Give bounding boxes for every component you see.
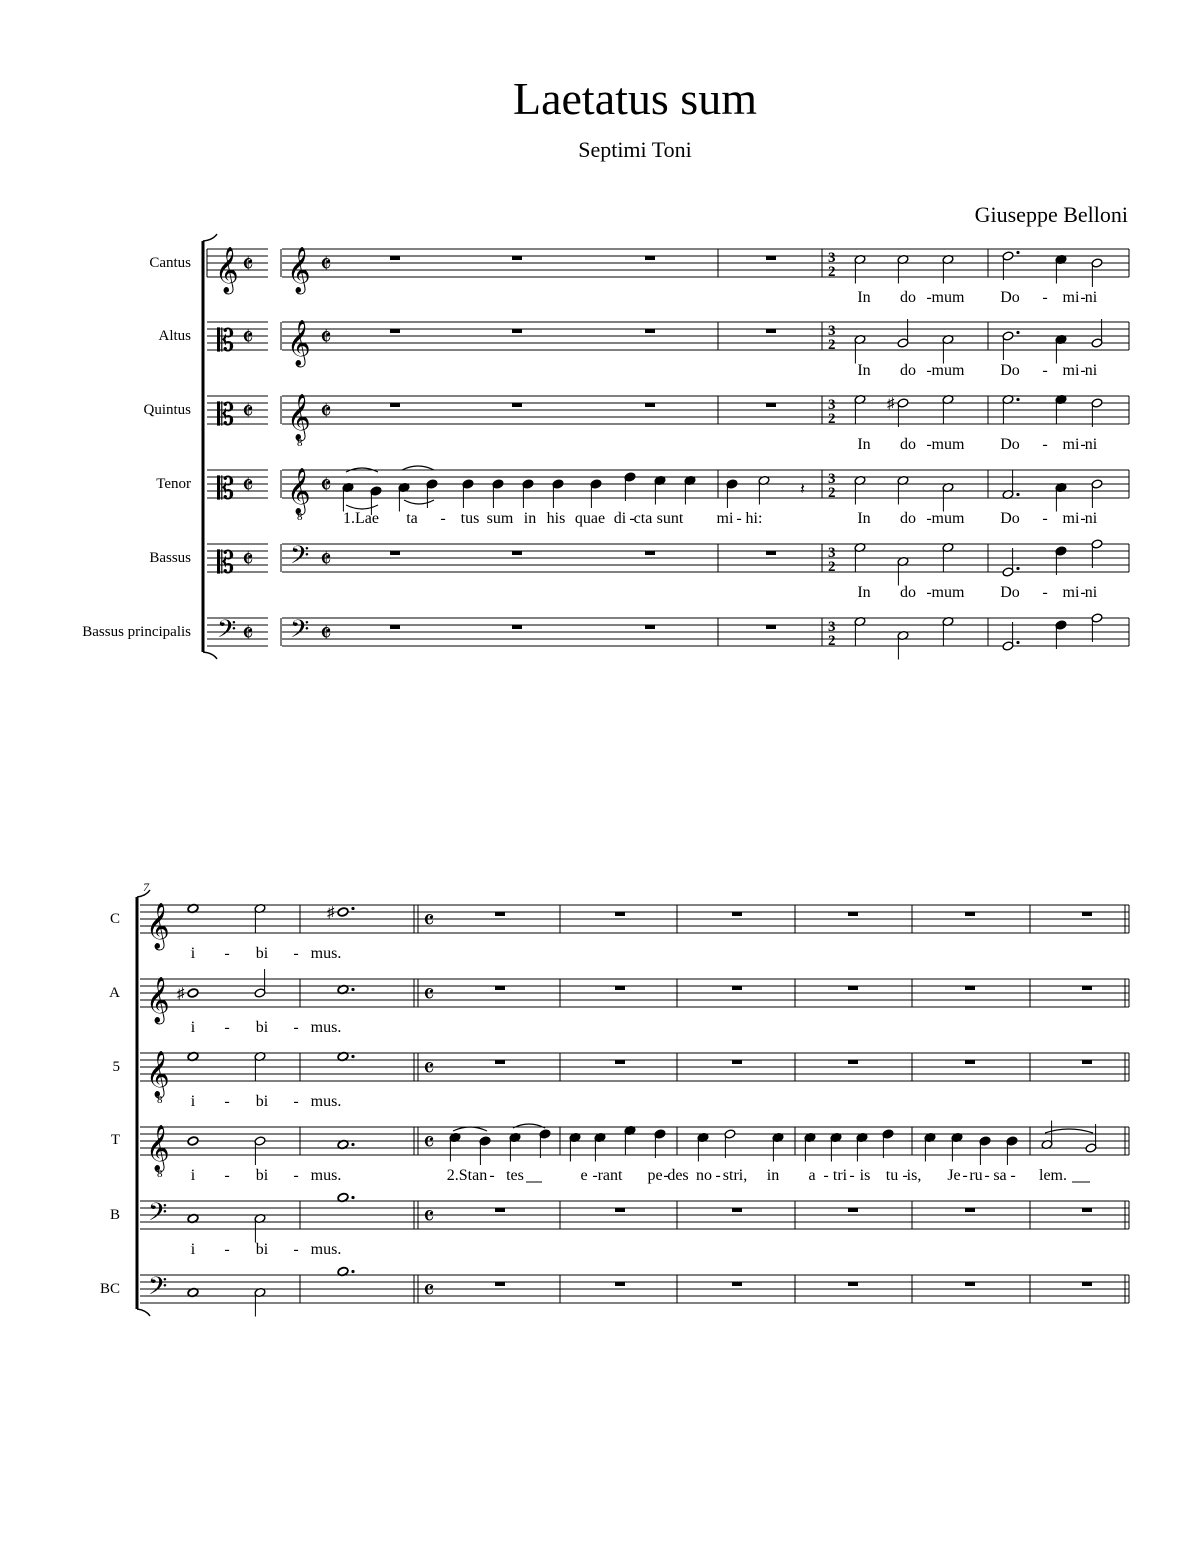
whole-rest xyxy=(732,1208,742,1212)
whole-rest xyxy=(615,912,625,916)
lyric-syllable: no xyxy=(696,1167,712,1184)
whole-rest xyxy=(965,1282,975,1286)
augmentation-dot xyxy=(351,907,354,910)
lyric-syllable: Je xyxy=(947,1167,961,1184)
lyric-syllable: sa xyxy=(993,1167,1007,1184)
voice-label-t: T xyxy=(110,1132,120,1148)
lyric-hyphen: - xyxy=(926,289,932,306)
quarter-rest: 𝄽 xyxy=(800,481,805,498)
whole-rest xyxy=(512,625,522,629)
composer-name: Giuseppe Belloni xyxy=(974,202,1128,227)
lyric-hyphen: - xyxy=(926,362,932,379)
note-head xyxy=(337,907,349,917)
octave-mark: 8 xyxy=(157,1168,163,1180)
lyric-syllable: tu xyxy=(885,1167,899,1184)
lyric-hyphen: - xyxy=(224,945,230,962)
whole-rest xyxy=(495,1282,505,1286)
lyric-hyphen: - xyxy=(1080,510,1086,527)
meter-triple-bottom: 2 xyxy=(828,337,836,353)
lyric-hyphen: - xyxy=(293,1241,299,1258)
common-time-icon: 𝄴 xyxy=(423,1054,435,1083)
treble-clef-icon: 𝄞 xyxy=(287,247,311,292)
meter-triple-bottom: 2 xyxy=(828,559,836,575)
lyric-syllable: Do xyxy=(1000,436,1020,453)
lyric-syllable: do xyxy=(900,362,916,379)
meter-triple-top: 3 xyxy=(828,250,836,266)
cut-time-icon: 𝄵 xyxy=(242,323,254,352)
voice-label-a: A xyxy=(109,985,120,1001)
cut-time-icon: 𝄵 xyxy=(242,545,254,574)
slur xyxy=(402,466,434,470)
treble-clef-icon: 𝄞 xyxy=(146,1051,170,1096)
treble-clef-icon: 𝄞 xyxy=(146,903,170,948)
meter-triple-top: 3 xyxy=(828,545,836,561)
lyric-syllable: mus. xyxy=(310,945,342,962)
lyric-syllable: rant xyxy=(597,1167,623,1184)
whole-rest xyxy=(512,403,522,407)
whole-rest xyxy=(495,912,505,916)
lyric-hyphen: - xyxy=(1080,289,1086,306)
sharp-icon: ♯ xyxy=(327,905,335,921)
common-time-icon: 𝄴 xyxy=(423,906,435,935)
common-time-icon: 𝄴 xyxy=(423,1202,435,1231)
bass-clef-icon: 𝄢 xyxy=(217,616,237,649)
lyric-hyphen: - xyxy=(224,1093,230,1110)
lyric-syllable: In xyxy=(857,289,871,306)
measure-number: 7 xyxy=(143,880,149,894)
meter-triple-top: 3 xyxy=(828,471,836,487)
lyric-syllable: Do xyxy=(1000,584,1020,601)
whole-rest xyxy=(965,1208,975,1212)
lyric-hyphen: - xyxy=(926,510,932,527)
whole-rest xyxy=(615,1060,625,1064)
whole-rest xyxy=(965,986,975,990)
sharp-icon: ♯ xyxy=(177,986,185,1002)
lyric-syllable: quae xyxy=(574,510,606,527)
lyric-hyphen: - xyxy=(489,1167,495,1184)
treble-clef-icon: 𝄞 xyxy=(287,320,311,365)
bass-clef-icon: 𝄢 xyxy=(290,542,310,575)
lyric-syllable: is xyxy=(859,1167,871,1184)
lyric-syllable: In xyxy=(857,510,871,527)
lyric-hyphen: - xyxy=(823,1167,829,1184)
sharp-icon: ♯ xyxy=(887,396,895,412)
augmentation-dot xyxy=(1016,641,1019,644)
lyric-syllable: bi xyxy=(255,1241,269,1258)
cut-time-icon: 𝄵 xyxy=(320,471,332,500)
note-head xyxy=(187,1136,199,1146)
lyric-syllable: cta xyxy=(633,510,653,527)
whole-rest xyxy=(615,986,625,990)
bracket-top xyxy=(203,234,217,241)
incipit-gap xyxy=(268,542,282,574)
lyric-syllable: mum xyxy=(931,584,965,601)
cut-time-icon: 𝄵 xyxy=(320,250,332,279)
lyric-syllable: mum xyxy=(931,510,965,527)
whole-rest xyxy=(390,329,400,333)
meter-triple-bottom: 2 xyxy=(828,411,836,427)
lyric-syllable: mus. xyxy=(310,1019,342,1036)
whole-rest xyxy=(1082,1060,1092,1064)
whole-rest xyxy=(645,256,655,260)
incipit-gap xyxy=(268,320,282,352)
whole-rest xyxy=(390,403,400,407)
lyric-syllable: ru xyxy=(969,1167,983,1184)
slur xyxy=(346,505,378,509)
voice-label-b: B xyxy=(109,1207,120,1223)
whole-rest xyxy=(766,329,776,333)
lyric-hyphen: - xyxy=(1010,1167,1016,1184)
whole-rest xyxy=(645,403,655,407)
lyric-syllable: mus. xyxy=(310,1241,342,1258)
lyric-hyphen: - xyxy=(1080,362,1086,379)
lyric-syllable: In xyxy=(857,436,871,453)
augmentation-dot xyxy=(351,1055,354,1058)
lyric-hyphen: - xyxy=(1042,510,1048,527)
lyric-syllable: ni xyxy=(1084,289,1098,306)
lyric-syllable: 2.Stan xyxy=(446,1167,488,1184)
whole-rest xyxy=(645,625,655,629)
whole-rest xyxy=(732,1282,742,1286)
voice-label-cantus: Cantus xyxy=(149,255,191,271)
alto-clef-icon: 𝄡 xyxy=(217,545,235,580)
whole-rest xyxy=(390,551,400,555)
whole-rest xyxy=(1082,986,1092,990)
whole-rest xyxy=(732,912,742,916)
lyric-hyphen: - xyxy=(440,510,446,527)
lyric-syllable: di xyxy=(613,510,627,527)
whole-rest xyxy=(965,1060,975,1064)
whole-rest xyxy=(390,256,400,260)
meter-triple-bottom: 2 xyxy=(828,485,836,501)
bracket-bottom xyxy=(137,1309,150,1316)
lyric-hyphen: - xyxy=(715,1167,721,1184)
augmentation-dot xyxy=(351,988,354,991)
whole-rest xyxy=(645,329,655,333)
lyric-syllable: bi xyxy=(255,945,269,962)
lyric-syllable: in xyxy=(523,510,537,527)
cut-time-icon: 𝄵 xyxy=(320,619,332,648)
whole-rest xyxy=(495,1060,505,1064)
lyric-syllable: Do xyxy=(1000,510,1020,527)
lyric-hyphen: - xyxy=(1042,289,1048,306)
voice-label-quintus: Quintus xyxy=(143,402,191,418)
lyric-syllable: his xyxy=(546,510,566,527)
lyric-hyphen: - xyxy=(293,1019,299,1036)
lyric-syllable: a xyxy=(808,1167,816,1184)
lyric-syllable: mi xyxy=(1062,510,1080,527)
lyric-syllable: mi xyxy=(1062,362,1080,379)
bass-clef-icon: 𝄢 xyxy=(290,616,310,649)
lyric-hyphen: - xyxy=(293,945,299,962)
lyric-syllable: lem. xyxy=(1039,1167,1067,1184)
lyric-hyphen: - xyxy=(224,1019,230,1036)
augmentation-dot xyxy=(351,1270,354,1273)
lyric-syllable: mi xyxy=(716,510,734,527)
lyric-syllable: mus. xyxy=(310,1093,342,1110)
cut-time-icon: 𝄵 xyxy=(242,619,254,648)
augmentation-dot xyxy=(1016,493,1019,496)
slur xyxy=(404,500,434,504)
treble-clef-icon: 𝄞 xyxy=(215,247,239,292)
lyric-hyphen: - xyxy=(293,1167,299,1184)
whole-rest xyxy=(848,1282,858,1286)
lyric-hyphen: - xyxy=(1080,584,1086,601)
lyric-syllable: tri xyxy=(832,1167,848,1184)
page-subtitle: Septimi Toni xyxy=(578,137,692,162)
lyric-syllable: mum xyxy=(931,436,965,453)
lyric-syllable: sunt xyxy=(656,510,684,527)
lyric-hyphen: - xyxy=(293,1093,299,1110)
common-time-icon: 𝄴 xyxy=(423,1276,435,1305)
cut-time-icon: 𝄵 xyxy=(242,471,254,500)
voice-label-c: C xyxy=(109,911,120,927)
octave-mark: 8 xyxy=(297,511,303,523)
cut-time-icon: 𝄵 xyxy=(320,397,332,426)
lyric-syllable: bi xyxy=(255,1093,269,1110)
lyric-syllable: in xyxy=(766,1167,780,1184)
lyric-syllable: bi xyxy=(255,1167,269,1184)
cut-time-icon: 𝄵 xyxy=(320,545,332,574)
lyric-hyphen: - xyxy=(224,1167,230,1184)
cut-time-icon: 𝄵 xyxy=(242,250,254,279)
lyric-syllable: i xyxy=(190,1241,196,1258)
lyric-syllable: tus xyxy=(460,510,480,527)
bass-clef-icon: 𝄢 xyxy=(148,1273,168,1306)
lyric-syllable: In xyxy=(857,362,871,379)
lyric-hyphen: - xyxy=(592,1167,598,1184)
whole-rest xyxy=(495,1208,505,1212)
whole-rest xyxy=(1082,1282,1092,1286)
lyric-hyphen: - xyxy=(849,1167,855,1184)
lyric-syllable: In xyxy=(857,584,871,601)
voice-label-bc: BC xyxy=(99,1281,120,1297)
lyric-syllable: ni xyxy=(1084,584,1098,601)
lyric-syllable: i xyxy=(190,1019,196,1036)
lyric-syllable: mus. xyxy=(310,1167,342,1184)
whole-rest xyxy=(615,1282,625,1286)
whole-rest xyxy=(766,551,776,555)
augmentation-dot xyxy=(1016,251,1019,254)
lyric-hyphen: - xyxy=(984,1167,990,1184)
alto-clef-icon: 𝄡 xyxy=(217,323,235,358)
whole-rest xyxy=(848,986,858,990)
whole-rest xyxy=(848,1208,858,1212)
lyric-syllable: mum xyxy=(931,362,965,379)
lyric-syllable: Do xyxy=(1000,362,1020,379)
lyric-syllable: i xyxy=(190,1167,196,1184)
incipit-gap xyxy=(268,468,282,500)
lyric-syllable: i xyxy=(190,1093,196,1110)
whole-rest xyxy=(766,625,776,629)
whole-rest xyxy=(732,1060,742,1064)
lyric-syllable: i xyxy=(190,945,196,962)
voice-label-altus: Altus xyxy=(158,328,191,344)
lyric-syllable: stri, xyxy=(722,1167,748,1184)
augmentation-dot xyxy=(351,1196,354,1199)
slur xyxy=(1045,1129,1093,1133)
whole-rest xyxy=(645,551,655,555)
octave-mark: 8 xyxy=(297,437,303,449)
lyric-hyphen: - xyxy=(224,1241,230,1258)
augmentation-dot xyxy=(1016,331,1019,334)
meter-triple-top: 3 xyxy=(828,619,836,635)
meter-triple-bottom: 2 xyxy=(828,264,836,280)
whole-rest xyxy=(732,986,742,990)
lyric-syllable: ta xyxy=(406,510,418,527)
lyric-syllable: bi xyxy=(255,1019,269,1036)
whole-rest xyxy=(615,1208,625,1212)
lyric-hyphen: - xyxy=(736,510,742,527)
meter-triple-bottom: 2 xyxy=(828,633,836,649)
lyric-syllable: mum xyxy=(931,289,965,306)
note-head xyxy=(187,988,199,998)
meter-triple-top: 3 xyxy=(828,397,836,413)
common-time-icon: 𝄴 xyxy=(423,1128,435,1157)
whole-rest xyxy=(965,912,975,916)
treble-clef-icon: 𝄞 xyxy=(287,468,311,513)
whole-rest xyxy=(495,986,505,990)
voice-label-tenor: Tenor xyxy=(156,476,191,492)
treble-clef-icon: 𝄞 xyxy=(287,394,311,439)
lyric-syllable: pe xyxy=(647,1167,663,1184)
augmentation-dot xyxy=(1016,567,1019,570)
augmentation-dot xyxy=(1016,398,1019,401)
lyric-hyphen: - xyxy=(962,1167,968,1184)
lyric-syllable: mi xyxy=(1062,436,1080,453)
alto-clef-icon: 𝄡 xyxy=(217,397,235,432)
whole-rest xyxy=(766,403,776,407)
lyric-syllable: ni xyxy=(1084,436,1098,453)
treble-clef-icon: 𝄞 xyxy=(146,1125,170,1170)
lyric-syllable: do xyxy=(900,584,916,601)
lyric-syllable: Do xyxy=(1000,289,1020,306)
lyric-syllable: is, xyxy=(906,1167,922,1184)
lyric-hyphen: - xyxy=(1042,436,1048,453)
lyric-hyphen: - xyxy=(1042,584,1048,601)
lyric-syllable: sum xyxy=(486,510,514,527)
lyric-syllable: do xyxy=(900,436,916,453)
whole-rest xyxy=(848,1060,858,1064)
treble-clef-icon: 𝄞 xyxy=(146,977,170,1022)
whole-rest xyxy=(1082,912,1092,916)
lyric-syllable: des xyxy=(667,1167,689,1184)
alto-clef-icon: 𝄡 xyxy=(217,471,235,506)
octave-mark: 8 xyxy=(157,1094,163,1106)
lyric-syllable: ni xyxy=(1084,362,1098,379)
lyric-syllable: tes xyxy=(506,1167,524,1184)
lyric-syllable: mi xyxy=(1062,289,1080,306)
lyric-hyphen: - xyxy=(926,584,932,601)
lyric-hyphen: - xyxy=(902,1167,908,1184)
lyric-syllable: hi: xyxy=(745,510,763,527)
voice-label-5: 5 xyxy=(112,1059,120,1075)
incipit-gap xyxy=(268,394,282,426)
lyric-syllable: 1.Lae xyxy=(343,510,379,527)
meter-triple-top: 3 xyxy=(828,323,836,339)
lyric-hyphen: - xyxy=(629,510,635,527)
page-title: Laetatus sum xyxy=(513,73,757,124)
lyric-hyphen: - xyxy=(1042,362,1048,379)
lyric-syllable: mi xyxy=(1062,584,1080,601)
bracket-bottom xyxy=(203,652,217,659)
incipit-gap xyxy=(268,616,282,648)
cut-time-icon: 𝄵 xyxy=(242,397,254,426)
lyric-syllable: ni xyxy=(1084,510,1098,527)
whole-rest xyxy=(390,625,400,629)
whole-rest xyxy=(512,329,522,333)
whole-rest xyxy=(1082,1208,1092,1212)
bass-clef-icon: 𝄢 xyxy=(148,1199,168,1232)
whole-rest xyxy=(766,256,776,260)
lyric-syllable: do xyxy=(900,510,916,527)
common-time-icon: 𝄴 xyxy=(423,980,435,1009)
cut-time-icon: 𝄵 xyxy=(320,323,332,352)
voice-label-bassus: Bassus xyxy=(149,550,191,566)
voice-label-bassus-principalis: Bassus principalis xyxy=(82,624,191,640)
slur xyxy=(453,1127,487,1131)
lyric-hyphen: - xyxy=(1080,436,1086,453)
incipit-gap xyxy=(268,247,282,279)
lyric-syllable: do xyxy=(900,289,916,306)
lyric-hyphen: - xyxy=(663,1167,669,1184)
augmentation-dot xyxy=(351,1143,354,1146)
lyric-hyphen: - xyxy=(926,436,932,453)
whole-rest xyxy=(512,256,522,260)
whole-rest xyxy=(848,912,858,916)
whole-rest xyxy=(512,551,522,555)
lyric-syllable: e xyxy=(580,1167,588,1184)
